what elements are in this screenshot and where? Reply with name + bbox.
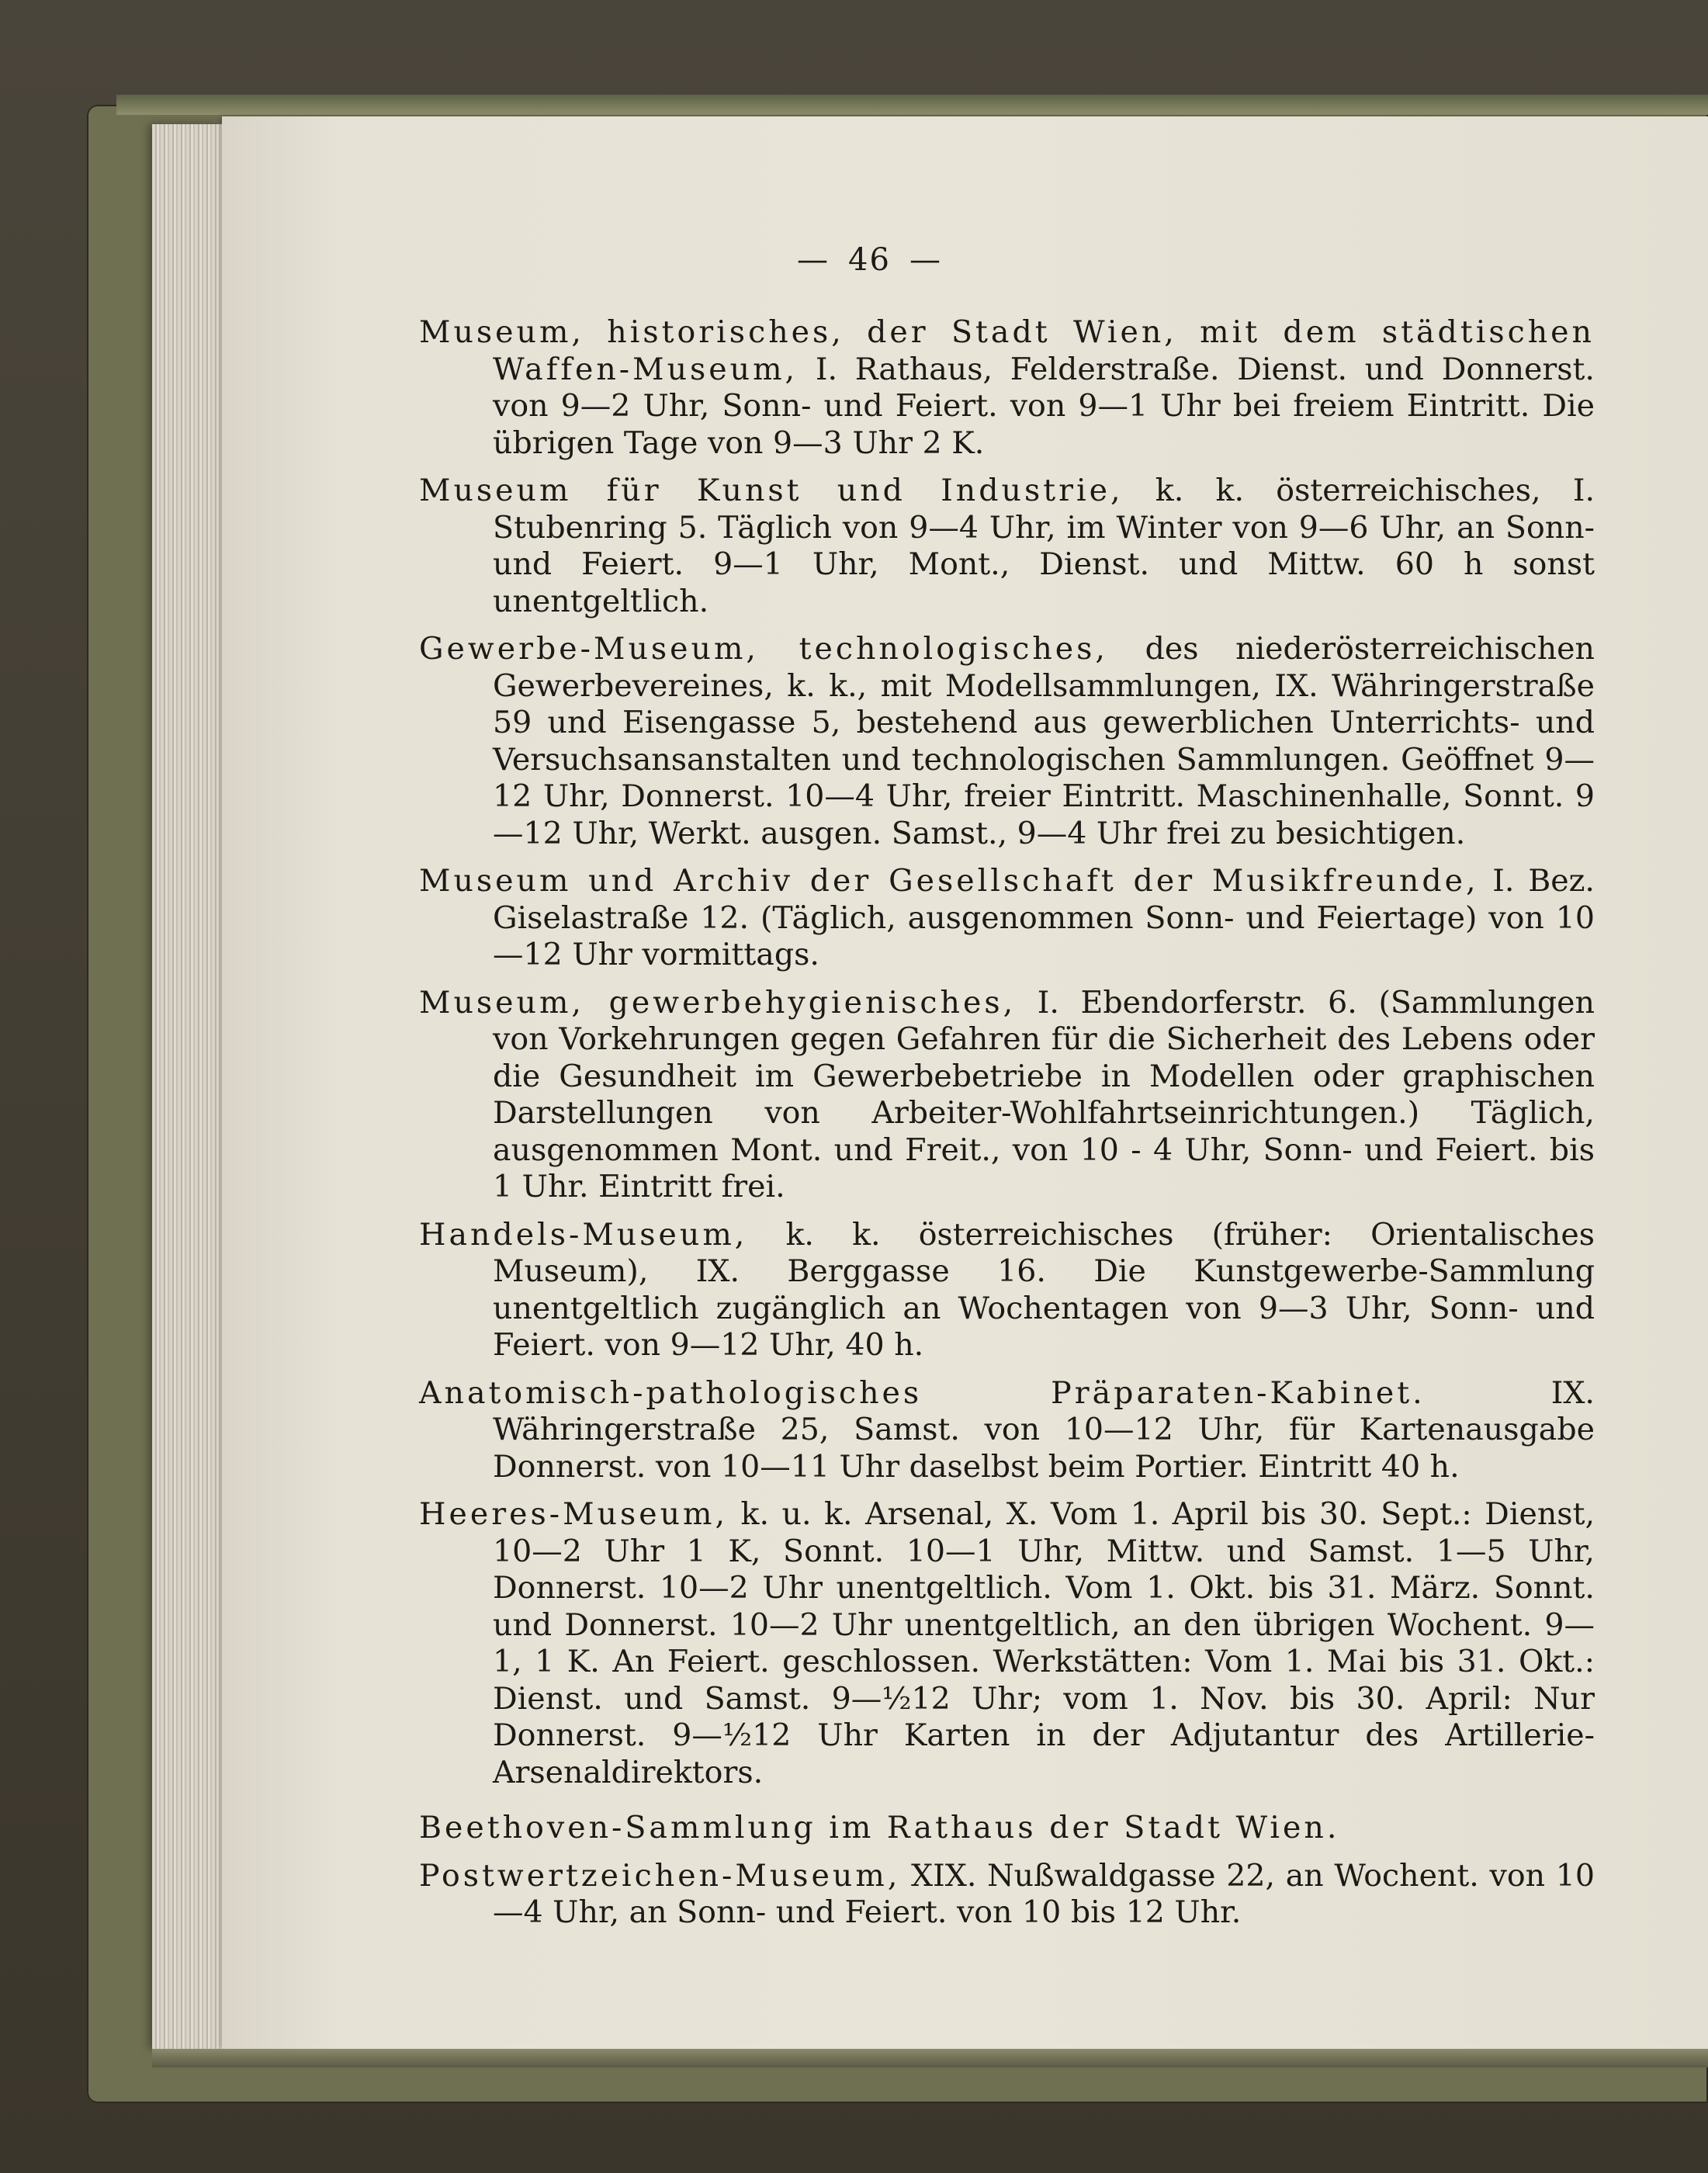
entry-lemma: Beethoven-Sammlung im Rathaus der Stadt Wien.: [419, 1810, 1340, 1845]
entry-lemma: Museum und Archiv der Gesellschaft der Musikfreunde,: [419, 863, 1479, 899]
entry-gewerbehygienisches: [419, 985, 1595, 1206]
entry-museum-kunst-industrie: [419, 473, 1595, 620]
entry-musikfreunde: [419, 863, 1595, 974]
entry-anatomisch-pathologisches: [419, 1375, 1595, 1486]
entry-lemma: Museum für Kunst und Industrie,: [419, 473, 1124, 508]
entry-lemma: Handels-Museum,: [419, 1216, 748, 1253]
entry-heeres-museum: [419, 1496, 1595, 1791]
entry-text: I. Rathaus, Felderstraße. Dienst. und Donnerst. von 9—2 Uhr, Sonn- und Feiert. von 9—1 Uhr bei freiem Eintritt. Die übrigen Tage von 9—3 Uhr 2 K.: [493, 351, 1595, 461]
page-content: [419, 314, 1595, 1943]
entry-handels-museum: [419, 1217, 1595, 1364]
entry-text: des niederösterreichischen Gewerbevereines, k. k., mit Modellsammlungen, IX. Währingerstraße 59 und Eisengasse 5, bestehend aus gewerblichen Unterrichts- und Versuchsansanstalten und technologischen Sammlungen. Geöffnet 9—12 Uhr, Donnerst. 10—4 Uhr, freier Eintritt. Maschinenhalle, Sonnt. 9—12 Uhr, Werkt. ausgen. Samst., 9—4 Uhr frei zu besichtigen.: [493, 631, 1595, 851]
entry-lemma: Postwertzeichen-Museum,: [419, 1857, 901, 1894]
entry-lemma: Anatomisch-pathologisches Präparaten-Kabinet.: [419, 1374, 1426, 1411]
entry-text: I. Bez. Giselastraße 12. (Täglich, ausgenommen Sonn- und Feiertage) von 10—12 Uhr vormittags.: [493, 863, 1595, 972]
book-cover-top-edge: [116, 95, 1708, 115]
entry-text: IX. Währingerstraße 25, Samst. von 10—12 Uhr, für Kartenausgabe Donnerst. von 10—11 Uhr daselbst beim Portier. Eintritt 40 h.: [493, 1374, 1595, 1485]
entry-lemma: Gewerbe-Museum, technologisches,: [419, 631, 1108, 667]
entry-text: k. u. k. Arsenal, X. Vom 1. April bis 30. Sept.: Dienst, 10—2 Uhr 1 K, Sonnt. 10—1 Uhr, Mittw. und Samst. 1—5 Uhr, Donnerst. 10—2 Uhr unentgeltlich. Vom 1. Okt. bis 31. März. Sonnt. und Donnerst. 10—2 Uhr unentgeltlich, an den übrigen Wochent. 9—1, 1 K. An Feiert. geschlossen. Werkstätten: Vom 1. Mai bis 31. Okt.: Dienst. und Samst. 9—½12 Uhr; vom 1. Nov. bis 30. April: Nur Donnerst. 9—½12 Uhr Karten in der Adjutantur des Artillerie-Arsenaldirektors.: [493, 1496, 1595, 1790]
entry-lemma: Museum, gewerbehygienisches,: [419, 984, 1017, 1021]
entry-museum-historisches: [419, 314, 1595, 462]
entry-text: k. k. österreichisches (früher: Orientalisches Museum), IX. Berggasse 16. Die Kunstgewerbe-Sammlung unentgeltlich zugänglich an Wochentagen von 9—3 Uhr, Sonn- und Feiert. von 9—12 Uhr, 40 h.: [493, 1216, 1595, 1363]
entry-gewerbe-museum: [419, 631, 1595, 852]
page-number: [0, 242, 1708, 278]
page-edges: [152, 124, 223, 2049]
entry-lemma: Museum, historisches, der Stadt Wien, mit dem städtischen Waffen-Museum,: [419, 314, 1595, 387]
page-number-dash-left: —: [797, 242, 830, 278]
book-cover-bottom-edge: [152, 2049, 1708, 2067]
entry-text: I. Ebendorferstr. 6. (Sammlungen von Vorkehrungen gegen Gefahren für die Sicherheit des Lebens oder die Gesundheit im Gewerbebetriebe in Modellen oder graphischen Darstellungen von Arbeiter-Wohlfahrtseinrichtungen.) Täglich, ausgenommen Mont. und Freit., von 10 - 4 Uhr, Sonn- und Feiert. bis 1 Uhr. Eintritt frei.: [493, 984, 1595, 1204]
entry-beethoven-sammlung: [419, 1810, 1595, 1847]
entry-postwertzeichen-museum: [419, 1858, 1595, 1932]
entry-lemma: Heeres-Museum,: [419, 1496, 729, 1532]
entry-text: XIX. Nußwaldgasse 22, an Wochent. von 10—4 Uhr, an Sonn- und Feiert. von 10 bis 12 Uhr.: [493, 1857, 1595, 1930]
page-number-value: 46: [848, 242, 891, 278]
entry-text: k. k. österreichisches, I. Stubenring 5. Täglich von 9—4 Uhr, im Winter von 9—6 Uhr, an Sonn- und Feiert. 9—1 Uhr, Mont., Dienst. und Mittw. 60 h sonst unentgeltlich.: [493, 473, 1595, 619]
page-number-dash-right: —: [909, 242, 942, 278]
